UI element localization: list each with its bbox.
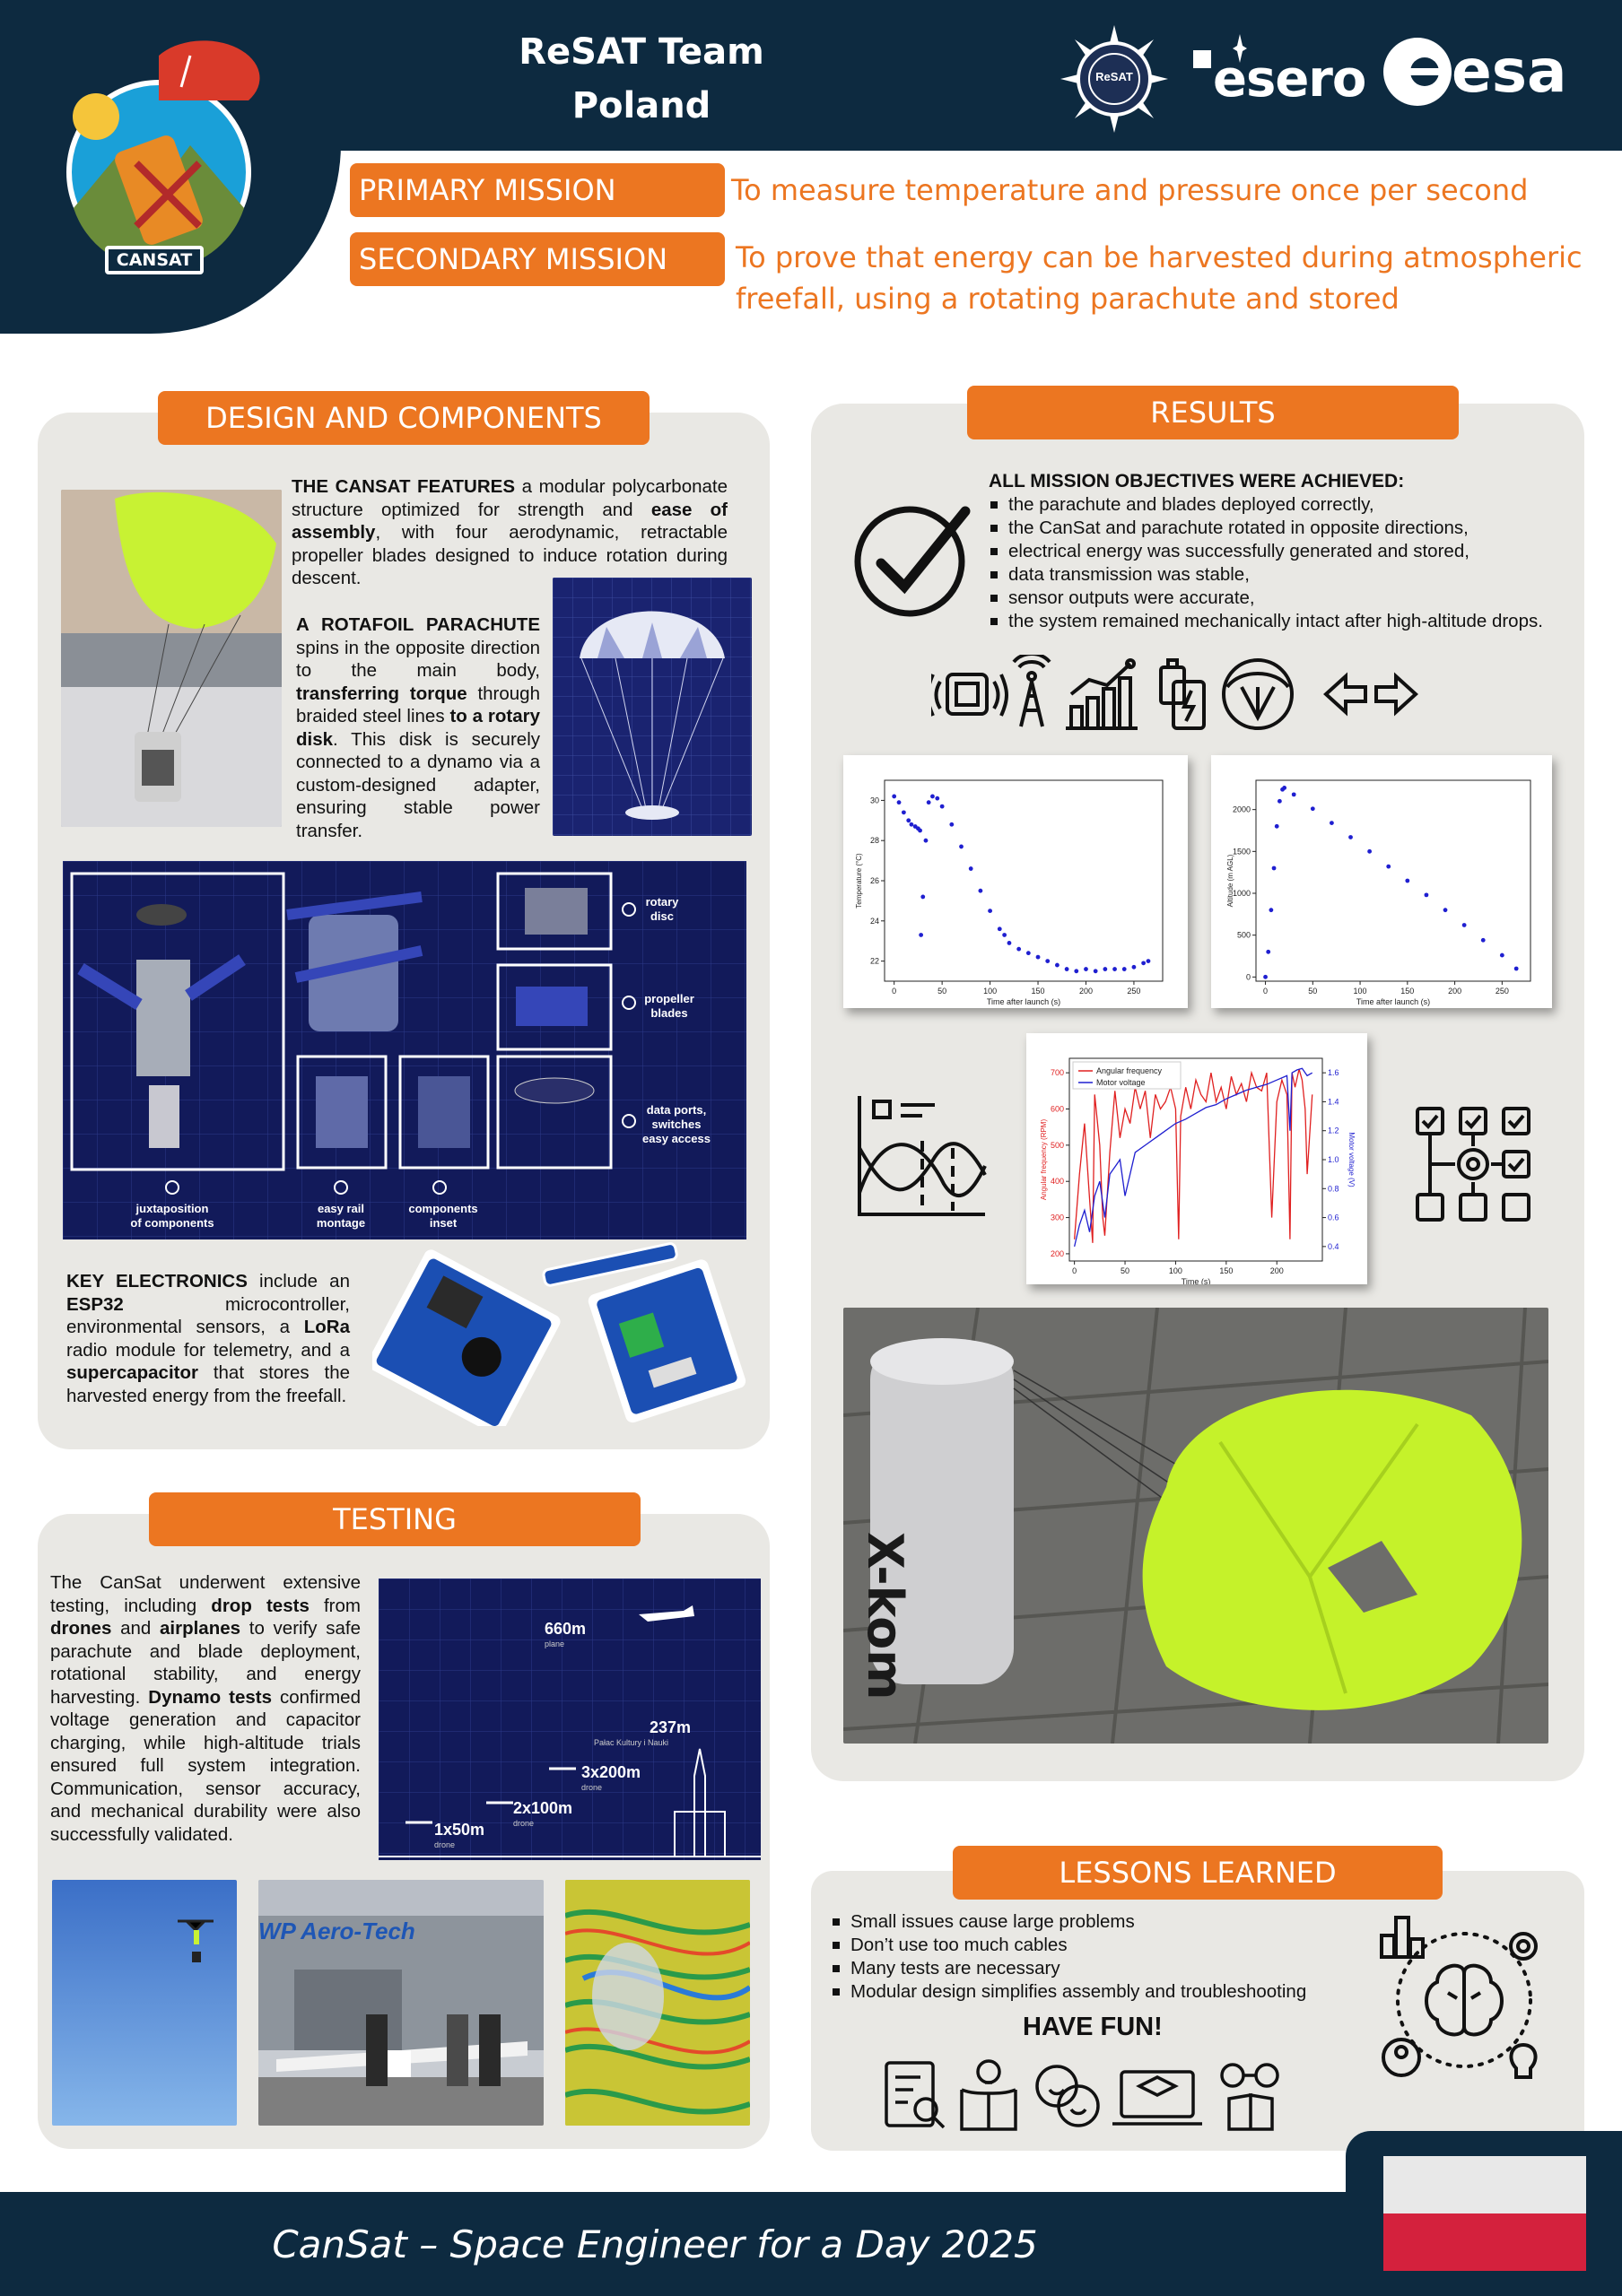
testing-text5: confirmed voltage generation and capacitor charging, while high-altitude trials ensured full system integration. Communication, sensor accuracy, and mechanical durability were also successfully validated. xyxy=(50,1686,361,1845)
altitude-chart xyxy=(1211,755,1552,1008)
y-tick-label: 500 xyxy=(1236,930,1251,940)
bp-label-of-components: of components xyxy=(130,1216,214,1230)
x-axis-label: Time after launch (s) xyxy=(1356,997,1431,1006)
bp-label-inset: inset xyxy=(429,1216,458,1230)
lessons-item: Small issues cause large problems xyxy=(831,1910,1369,1934)
frequency-voltage-chart xyxy=(1026,1033,1367,1284)
y2-tick-label: 0.8 xyxy=(1328,1184,1339,1194)
poland-flag xyxy=(1383,2156,1586,2271)
legend-entry: Angular frequency xyxy=(1096,1066,1163,1075)
drop-1x50-alt: 1x50m xyxy=(434,1821,485,1839)
y-tick-label: 600 xyxy=(1050,1104,1064,1114)
testing-text3: and xyxy=(111,1618,160,1639)
x-tick-label: 200 xyxy=(1078,987,1093,996)
altitude-point xyxy=(1269,908,1273,912)
checkmark-circle-icon xyxy=(850,499,976,624)
chart-legend xyxy=(1073,1062,1181,1089)
y-tick-label: 700 xyxy=(1050,1068,1064,1078)
mission-badge xyxy=(1059,23,1170,135)
temperature-point xyxy=(998,926,1002,931)
results-heading: ALL MISSION OBJECTIVES WERE ACHIEVED: xyxy=(989,471,1405,491)
y-tick-label: 200 xyxy=(1050,1248,1064,1258)
drop-660-alt: 660m xyxy=(545,1620,587,1638)
drop-tests-diagram xyxy=(379,1578,761,1860)
key-text1: include an xyxy=(247,1271,350,1292)
temperature-point xyxy=(988,909,992,913)
altitude-point xyxy=(1330,821,1334,825)
esero-logo xyxy=(1193,34,1366,115)
key-bold4: supercapacitor xyxy=(66,1362,198,1383)
plot-frame xyxy=(1256,780,1530,981)
x-axis-label: Time after launch (s) xyxy=(986,997,1061,1006)
rotafoil-text3: . This disk is securely connected to a dynamo via a custom-designed adapter, ensuring stable power transfer. xyxy=(296,728,540,841)
temperature-point xyxy=(919,933,923,937)
drop-660-sub: plane xyxy=(545,1639,565,1648)
flag-red-stripe xyxy=(1383,2213,1586,2271)
drop-3x200-sub: drone xyxy=(581,1783,603,1792)
temperature-point xyxy=(1016,947,1021,952)
temperature-point xyxy=(902,810,906,814)
altitude-point xyxy=(1425,892,1429,897)
x-axis-label: Time (s) xyxy=(1181,1277,1211,1284)
testing-text2: from xyxy=(309,1595,361,1616)
key-text3: radio module for telemetry, and a xyxy=(66,1339,350,1361)
temperature-point xyxy=(1094,969,1098,973)
key-text4: that stores the harvested energy from the freefall. xyxy=(66,1362,350,1406)
y-tick-label: 26 xyxy=(869,876,879,885)
y-tick-label: 1500 xyxy=(1232,847,1251,857)
altitude-point xyxy=(1405,879,1409,883)
key-bold1: KEY ELECTRONICS xyxy=(66,1271,248,1292)
results-item: the system remained mechanically intact after high-altitude drops. xyxy=(989,610,1581,633)
altitude-point xyxy=(1282,786,1286,790)
esa-logo xyxy=(1382,36,1579,108)
key-text2: microcontroller, environmental sensors, a xyxy=(66,1293,350,1337)
mission-badge-text: ReSAT xyxy=(1095,70,1133,83)
temperature-point xyxy=(978,889,982,893)
altitude-point xyxy=(1275,824,1279,829)
testing-text1: The CanSat underwent extensive testing, including xyxy=(50,1572,361,1616)
hangar-team-photo xyxy=(258,1880,544,2126)
x-tick-label: 250 xyxy=(1127,987,1141,996)
x-tick-label: 150 xyxy=(1400,987,1415,996)
drop-237-alt: 237m xyxy=(650,1718,692,1736)
secondary-mission-text xyxy=(736,237,1615,319)
bp-label-rotary: rotary xyxy=(645,895,679,909)
results-item: sensor outputs were accurate, xyxy=(989,587,1581,610)
sensor-signal-icon xyxy=(931,674,1007,716)
x-tick-label: 100 xyxy=(1168,1266,1182,1275)
key-bold2: ESP32 xyxy=(66,1293,124,1315)
drop-1x50-sub: drone xyxy=(434,1840,456,1849)
altitude-point xyxy=(1386,865,1391,869)
temperature-point xyxy=(1045,959,1050,963)
x-tick-label: 150 xyxy=(1031,987,1045,996)
primary-mission-text: To measure temperature and pressure once per second xyxy=(731,173,1529,207)
y-tick-label: 1000 xyxy=(1232,889,1251,898)
rotafoil-render xyxy=(553,578,752,836)
temperature-point xyxy=(959,845,964,849)
rotafoil-bold2: transferring torque xyxy=(296,683,467,704)
y2-tick-label: 0.6 xyxy=(1328,1213,1339,1222)
secondary-mission-line2: freefall, using a rotating parachute and stored xyxy=(736,282,1400,316)
esa-wordmark: esa xyxy=(1452,37,1567,106)
temperature-point xyxy=(1036,955,1041,960)
lessons-item: Many tests are necessary xyxy=(831,1957,1369,1980)
temperature-chart xyxy=(843,755,1188,1008)
temperature-point xyxy=(910,822,914,827)
team-title xyxy=(449,25,834,133)
angular-frequency-line xyxy=(1075,1069,1312,1243)
parachute-globe-icon xyxy=(1224,660,1292,728)
temperature-point xyxy=(1002,933,1007,937)
lessons-list xyxy=(831,1910,1369,2004)
y-tick-label: 400 xyxy=(1050,1177,1064,1187)
y2-tick-label: 1.4 xyxy=(1328,1097,1339,1107)
landing-photo xyxy=(843,1308,1548,1744)
parachute-table-photo xyxy=(61,490,282,827)
bp-label-components: components xyxy=(408,1202,478,1215)
temperature-point xyxy=(1026,951,1031,955)
altitude-point xyxy=(1266,950,1270,954)
testing-bold4: Dynamo tests xyxy=(148,1686,272,1708)
testing-paragraph xyxy=(50,1571,361,1846)
bp-label-data-ports: data ports, xyxy=(646,1103,707,1117)
cansat-logo-label: CANSAT xyxy=(116,250,193,270)
altitude-point xyxy=(1367,849,1372,854)
rotafoil-text1: spins in the opposite direction to the main body, xyxy=(296,637,540,681)
results-item: data transmission was stable, xyxy=(989,563,1581,587)
antenna-tower-icon xyxy=(1014,655,1050,726)
temperature-point xyxy=(1103,967,1107,971)
x-tick-label: 50 xyxy=(937,987,947,996)
altitude-point xyxy=(1443,908,1448,912)
testing-title: TESTING xyxy=(149,1492,641,1546)
rotafoil-bold1: A ROTAFOIL PARACHUTE xyxy=(296,614,540,635)
temperature-point xyxy=(1065,967,1069,971)
happy-faces-icon xyxy=(1037,2066,1098,2126)
testing-bold1: drop tests xyxy=(211,1595,310,1616)
features-text2: , with four aerodynamic, retractable propeller blades designed to induce rotation during descent. xyxy=(292,522,728,588)
x-tick-label: 200 xyxy=(1269,1266,1284,1275)
x-tick-label: 50 xyxy=(1121,1266,1130,1275)
y2-tick-label: 1.6 xyxy=(1328,1068,1339,1078)
learning-icons-row xyxy=(881,2054,1303,2135)
temperature-point xyxy=(920,895,925,900)
testing-bold2: drones xyxy=(50,1618,112,1639)
temperature-point xyxy=(935,796,939,801)
temperature-point xyxy=(1055,963,1060,968)
rotation-arrows-icon xyxy=(1326,676,1416,712)
rotafoil-bold3: to a rotary disk xyxy=(296,706,541,750)
key-bold3: LoRa xyxy=(303,1317,350,1337)
results-item: the parachute and blades deployed correctly, xyxy=(989,493,1581,517)
secondary-mission-label: SECONDARY MISSION xyxy=(350,232,725,286)
team-name: ReSAT Team xyxy=(519,31,764,73)
altitude-point xyxy=(1481,938,1486,943)
hangar-sign: WP Aero-Tech xyxy=(258,1918,415,1944)
temperature-point xyxy=(927,800,931,804)
have-fun-text: HAVE FUN! xyxy=(1023,2013,1163,2041)
primary-mission-label: PRIMARY MISSION xyxy=(350,163,725,217)
x-tick-label: 0 xyxy=(892,987,897,996)
y-tick-label: 30 xyxy=(869,796,879,805)
results-icon-row xyxy=(931,655,1469,735)
y2-tick-label: 0.4 xyxy=(1328,1241,1339,1251)
y-tick-label: 300 xyxy=(1050,1213,1064,1222)
temperature-point xyxy=(1141,961,1146,965)
temperature-point xyxy=(940,804,945,809)
temperature-point xyxy=(924,839,929,843)
x-tick-label: 250 xyxy=(1495,987,1509,996)
features-bold2: ease of assembly xyxy=(292,499,728,543)
altitude-point xyxy=(1278,799,1282,804)
temperature-point xyxy=(918,829,922,833)
altitude-point xyxy=(1292,792,1296,796)
cansat-logo xyxy=(56,38,280,289)
bp-label-disc: disc xyxy=(650,909,675,923)
rotafoil-paragraph xyxy=(296,613,540,842)
temperature-point xyxy=(1074,969,1078,973)
laptop-graduation-icon xyxy=(1112,2072,1202,2124)
temperature-point xyxy=(897,800,902,804)
brain-ideas-icon xyxy=(1374,1910,1554,2090)
testing-bold3: airplanes xyxy=(160,1618,241,1639)
results-list xyxy=(989,493,1581,633)
temperature-point xyxy=(1112,967,1117,971)
temperature-point xyxy=(1122,967,1127,971)
drop-2x100-sub: drone xyxy=(513,1819,535,1828)
altitude-point xyxy=(1500,953,1504,958)
drop-237-sub: Pałac Kultury i Nauki xyxy=(594,1738,669,1747)
battery-charge-icon xyxy=(1161,660,1204,728)
lessons-item: Don’t use too much cables xyxy=(831,1934,1369,1957)
temperature-point xyxy=(930,795,935,799)
y-tick-label: 24 xyxy=(869,916,879,926)
drop-3x200-alt: 3x200m xyxy=(581,1763,641,1781)
altitude-chart-card xyxy=(1211,755,1552,1008)
flag-white-stripe xyxy=(1383,2156,1586,2213)
x-tick-label: 0 xyxy=(1263,987,1269,996)
esa-mark-icon xyxy=(1382,36,1453,108)
y-axis-label: Altitude (m AGL) xyxy=(1226,854,1234,908)
legend-entry: Motor voltage xyxy=(1096,1078,1146,1087)
features-bold1: THE CANSAT FEATURES xyxy=(292,476,516,497)
rotafoil-text2: through braided steel lines xyxy=(296,683,540,726)
features-text1: a modular polycarbonate structure optimized for strength and xyxy=(292,476,728,520)
altitude-point xyxy=(1462,923,1467,927)
plot-frame xyxy=(885,780,1163,981)
temperature-point xyxy=(1084,967,1088,971)
y-tick-label: 0 xyxy=(1245,972,1251,982)
workflow-gear-icon xyxy=(1414,1105,1532,1223)
esero-wordmark: esero xyxy=(1213,50,1366,109)
y-tick-label: 2000 xyxy=(1232,804,1251,814)
team-country: Poland xyxy=(571,85,711,126)
bp-label-propeller: propeller xyxy=(644,992,694,1005)
x-tick-label: 150 xyxy=(1219,1266,1234,1275)
x-tick-label: 50 xyxy=(1308,987,1318,996)
wave-chart-icon xyxy=(854,1094,989,1220)
drone-sky-photo xyxy=(52,1880,237,2126)
lessons-title: LESSONS LEARNED xyxy=(953,1846,1443,1900)
footer-text: CanSat – Space Engineer for a Day 2025 xyxy=(272,2222,1038,2266)
temperature-point xyxy=(906,818,911,822)
lightbulb-book-icon xyxy=(962,2061,1016,2129)
y-tick-label: 22 xyxy=(869,956,879,966)
temperature-point xyxy=(949,822,954,827)
altitude-point xyxy=(1348,835,1353,839)
y-tick-label: 28 xyxy=(869,836,879,846)
results-item: the CanSat and parachute rotated in opposite directions, xyxy=(989,517,1581,540)
reader-glasses-icon xyxy=(1222,2065,1278,2129)
bp-label-switches: switches xyxy=(651,1118,702,1131)
y-axis-label: Angular frequency (RPM) xyxy=(1040,1118,1048,1201)
secondary-mission-line1: To prove that energy can be harvested during atmospheric xyxy=(736,240,1583,274)
pcb-boards-image xyxy=(372,1238,749,1426)
results-item: electrical energy was successfully generated and stored, xyxy=(989,540,1581,563)
cfd-simulation-image xyxy=(565,1880,750,2126)
temperature-chart-card xyxy=(843,755,1188,1008)
temperature-point xyxy=(1132,965,1137,970)
bp-label-juxtaposition: juxtaposition xyxy=(135,1202,209,1215)
features-paragraph xyxy=(292,475,728,590)
bp-label-easy-rail: easy rail xyxy=(317,1202,365,1215)
x-tick-label: 200 xyxy=(1448,987,1462,996)
y2-axis-label: Motor voltage (V) xyxy=(1347,1132,1356,1187)
altitude-point xyxy=(1272,866,1277,871)
y-axis-label: Temperature (°C) xyxy=(855,853,863,909)
y2-tick-label: 1.2 xyxy=(1328,1126,1339,1135)
temperature-point xyxy=(969,866,973,871)
growth-chart-icon xyxy=(1066,660,1138,728)
frequency-voltage-chart-card xyxy=(1026,1033,1367,1284)
document-search-icon xyxy=(886,2063,944,2127)
altitude-point xyxy=(1263,975,1268,979)
y-tick-label: 500 xyxy=(1050,1140,1064,1150)
bp-label-montage: montage xyxy=(316,1216,366,1230)
bp-label-easy-access: easy access xyxy=(642,1132,711,1145)
results-title: RESULTS xyxy=(967,386,1459,439)
components-blueprint xyxy=(63,861,746,1239)
design-title: DESIGN AND COMPONENTS xyxy=(158,391,650,445)
can-brand-text: X-kom xyxy=(857,1532,913,1700)
y2-tick-label: 1.0 xyxy=(1328,1155,1339,1164)
temperature-point xyxy=(892,795,896,799)
key-electronics-paragraph xyxy=(66,1270,350,1407)
lessons-item: Modular design simplifies assembly and troubleshooting xyxy=(831,1980,1369,2004)
x-tick-label: 100 xyxy=(983,987,998,996)
bp-label-blades: blades xyxy=(650,1006,688,1020)
altitude-point xyxy=(1514,967,1519,971)
x-tick-label: 0 xyxy=(1072,1266,1077,1275)
x-tick-label: 100 xyxy=(1353,987,1367,996)
drop-2x100-alt: 2x100m xyxy=(513,1799,573,1817)
altitude-point xyxy=(1311,806,1315,811)
testing-text4: to verify safe parachute and blade deployment, rotational stability, and energy harvesting. xyxy=(50,1618,361,1708)
temperature-point xyxy=(1147,959,1151,963)
temperature-point xyxy=(1007,941,1012,945)
